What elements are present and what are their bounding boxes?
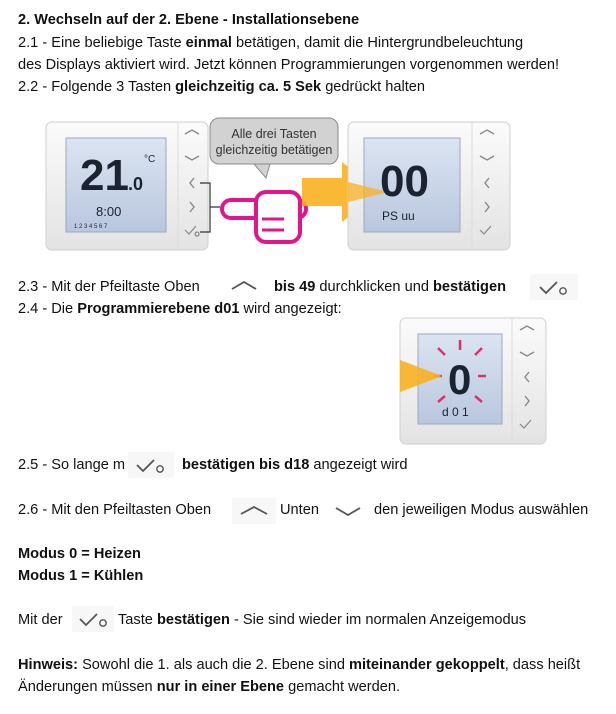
left-days: 1 2 3 4 5 6 7 (74, 224, 108, 230)
callout-line2: gleichzeitig betätigen (215, 143, 333, 157)
thermostat-left (46, 122, 220, 250)
chevron-up-icon (232, 498, 276, 524)
callout-bubble (210, 118, 338, 178)
confirm-key-icon (128, 452, 174, 478)
step-2-6-c: den jeweiligen Modus auswählen (374, 502, 589, 518)
left-temp-dec: .0 (128, 174, 144, 194)
step-2-6: 2.6 - Mit den Pfeiltasten Oben (18, 502, 212, 518)
step-2-5: 2.5 - So lange m (18, 457, 126, 473)
d01-label: d 0 1 (442, 405, 469, 419)
step-2-1: 2.1 - Eine beliebige Taste einmal betätigen, damit die Hintergrundbeleuchtung (18, 35, 524, 51)
step-2-1-cont: des Displays aktiviert wird. Jetzt können Programmierungen vorgenommen werden! (18, 57, 560, 73)
mode-0: Modus 0 = Heizen (18, 546, 141, 562)
step-2-6-b: Unten (280, 502, 319, 518)
chevron-up-icon (226, 276, 262, 296)
confirm-line-b: Taste bestätigen - Sie sind wieder im normalen Anzeigemodus (118, 612, 526, 628)
thermostat-right (348, 122, 510, 250)
figure-three-keys (44, 112, 514, 262)
left-unit: °C (144, 154, 156, 165)
figure-d01 (398, 316, 548, 446)
step-2-3: 2.3 - Mit der Pfeiltaste Oben (18, 279, 200, 295)
left-time: 8:00 (96, 204, 122, 219)
d01-digit: 0 (448, 356, 472, 403)
mode-1: Modus 1 = Kühlen (18, 568, 144, 584)
callout-line1: Alle drei Tasten (231, 127, 317, 141)
step-2-2: 2.2 - Folgende 3 Tasten gleichzeitig ca. 5 Sek gedrückt halten (18, 79, 425, 95)
hint-line-1: Hinweis: Sowohl die 1. als auch die 2. Ebene sind miteinander gekoppelt, dass heißt (18, 657, 581, 673)
step-2-4: 2.4 - Die Programmierebene d01 wird angezeigt: (18, 301, 342, 317)
chevron-down-icon (328, 498, 368, 524)
confirm-key-icon (72, 606, 114, 632)
left-temp: 21 (80, 151, 129, 200)
section-title: 2. Wechseln auf der 2. Ebene - Installationsebene (18, 12, 360, 28)
confirm-line: Mit der (18, 612, 63, 628)
pointing-hand-icon (222, 192, 306, 242)
right-label: PS uu (382, 209, 415, 223)
right-digits: 00 (380, 157, 429, 206)
hint-line-2: Änderungen müssen nur in einer Ebene gemacht werden. (18, 679, 401, 695)
step-2-5-b: bestätigen bis d18 angezeigt wird (182, 457, 408, 473)
step-2-3-b: bis 49 durchklicken und bestätigen (274, 279, 506, 295)
confirm-key-icon (530, 274, 578, 300)
